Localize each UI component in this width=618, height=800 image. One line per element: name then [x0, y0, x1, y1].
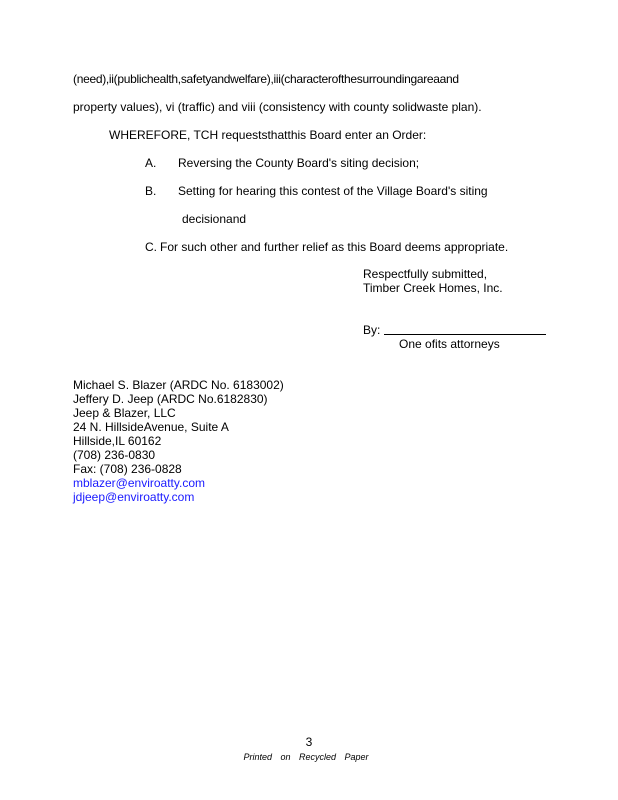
signer-role: One ofits attorneys [399, 337, 500, 351]
list-item-text: For such other and further relief as this Board deems appropriate. [160, 240, 509, 254]
list-item-continuation: decisionand [182, 212, 247, 226]
body-line-1: (need),ii(publichealth,safetyandwelfare),iii(characterofthesurroundingareaand [73, 72, 459, 86]
wherefore-clause: WHEREFORE, TCH requeststhatthis Board enter an Order: [109, 128, 427, 142]
counsel-line: Hillside,IL 60162 [73, 434, 162, 448]
party-name: Timber Creek Homes, Inc. [363, 281, 503, 295]
list-item-text: Reversing the County Board's siting decision; [178, 156, 420, 170]
body-line-2: property values), vi (traffic) and viii (consistency with county solidwaste plan). [73, 100, 482, 114]
list-marker: C. [145, 240, 157, 254]
email-link[interactable]: mblazer@enviroatty.com [73, 476, 205, 490]
closing: Respectfully submitted, [363, 267, 488, 281]
counsel-line: Michael S. Blazer (ARDC No. 6183002) [73, 378, 284, 392]
page-number: 3 [305, 735, 313, 749]
counsel-line: 24 N. HillsideAvenue, Suite A [73, 420, 229, 434]
counsel-line: Fax: (708) 236-0828 [73, 462, 182, 476]
by-label: By: [363, 323, 381, 337]
counsel-line: Jeep & Blazer, LLC [73, 406, 176, 420]
list-item-text: Setting for hearing this contest of the Village Board's siting [178, 184, 488, 198]
email-link[interactable]: jdjeep@enviroatty.com [73, 490, 195, 504]
list-marker: B. [145, 184, 157, 198]
list-marker: A. [145, 156, 157, 170]
counsel-line: Jeffery D. Jeep (ARDC No.6182830) [73, 392, 268, 406]
signature-line [384, 334, 546, 335]
footer-note: Printed on Recycled Paper [243, 752, 369, 762]
counsel-line: (708) 236-0830 [73, 448, 156, 462]
